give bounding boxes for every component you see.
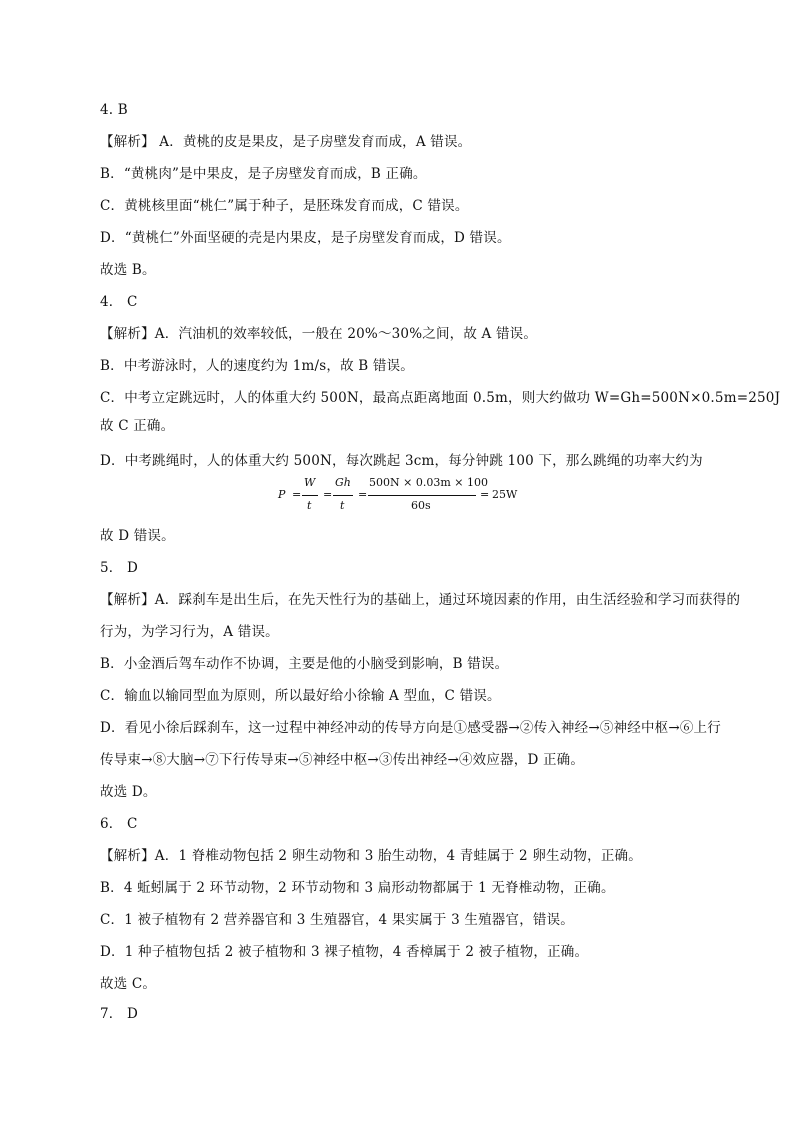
analysis-line: 【解析】A．踩刹车是出生后，在先天性行为的基础上，通过环境因素的作用，由生活经验和学习而获得的 [100, 592, 741, 608]
formula-equals: = [292, 488, 302, 501]
fraction-bar [368, 495, 476, 496]
analysis-line: 行为，为学习行为，A 错误。 [100, 624, 279, 640]
analysis-line: D．1 种子植物包括 2 被子植物和 3 裸子植物，4 香樟属于 2 被子植物，正确。 [100, 944, 589, 960]
fraction-bar [333, 495, 353, 496]
question-number: 7． D [100, 1006, 139, 1022]
analysis-line: B．4 蚯蚓属于 2 环节动物，2 环节动物和 3 扁形动物都属于 1 无脊椎动物，正确。 [100, 880, 615, 896]
question-number: 6． C [100, 816, 138, 832]
analysis-line: 【解析】 A．黄桃的皮是果皮，是子房壁发育而成，A 错误。 [100, 134, 472, 150]
formula-p: P [278, 488, 286, 501]
analysis-line: C．输血以输同型血为原则，所以最好给小徐输 A 型血，C 错误。 [100, 688, 501, 704]
answer-line: 故选 B。 [100, 262, 156, 278]
formula-numerator: 500N × 0.03m × 100 [369, 476, 488, 489]
formula-equals: = [480, 488, 490, 501]
power-formula [276, 475, 536, 519]
formula-equals: = [358, 488, 368, 501]
question-number: 4. B [100, 102, 128, 118]
analysis-line: C．黄桃核里面“桃仁”属于种子，是胚珠发育而成，C 错误。 [100, 198, 469, 214]
formula-equals: = [323, 488, 333, 501]
analysis-line: 【解析】A．1 脊椎动物包括 2 卵生动物和 3 胎生动物，4 青蛙属于 2 卵生动物，正确。 [100, 848, 642, 864]
analysis-line: 故 D 错误。 [100, 528, 175, 544]
answer-line: 故选 D。 [100, 784, 157, 800]
formula-gh: Gh [335, 476, 351, 489]
analysis-line: B．中考游泳时，人的速度约为 1m/s，故 B 错误。 [100, 358, 414, 374]
formula-denominator: 60s [411, 499, 431, 512]
formula-t: t [307, 499, 312, 512]
analysis-line: B．“黄桃肉”是中果皮，是子房壁发育而成，B 正确。 [100, 166, 427, 182]
analysis-line: C．中考立定跳远时，人的体重大约 500N，最高点距离地面 0.5m，则大约做功 W=Gh=500N×0.5m=250J [100, 390, 781, 406]
formula-t: t [340, 499, 345, 512]
analysis-line: C．1 被子植物有 2 营养器官和 3 生殖器官，4 果实属于 3 生殖器官，错误。 [100, 912, 575, 928]
analysis-line: 故 C 正确。 [100, 418, 175, 434]
question-number: 5． D [100, 560, 139, 576]
analysis-line: 【解析】A．汽油机的效率较低，一般在 20%～30%之间，故 A 错误。 [100, 326, 538, 342]
answer-line: 故选 C。 [100, 976, 157, 992]
formula-w: W [304, 476, 316, 489]
formula-result: 25W [492, 488, 518, 501]
analysis-line: D．看见小徐后踩刹车，这一过程中神经冲动的传导方向是①感受器→②传入神经→⑤神经中枢→⑥上行 [100, 720, 721, 736]
analysis-line: D．中考跳绳时，人的体重大约 500N，每次跳起 3cm，每分钟跳 100 下，那么跳绳的功率大约为 [100, 453, 703, 469]
fraction-bar [302, 495, 318, 496]
analysis-line: 传导束→⑧大脑→⑦下行传导束→⑤神经中枢→③传出神经→④效应器，D 正确。 [100, 752, 585, 768]
analysis-line: D．“黄桃仁”外面坚硬的壳是内果皮，是子房壁发育而成，D 错误。 [100, 230, 511, 246]
analysis-line: B．小金酒后驾车动作不协调，主要是他的小脑受到影响，B 错误。 [100, 656, 509, 672]
question-number: 4． C [100, 294, 138, 310]
